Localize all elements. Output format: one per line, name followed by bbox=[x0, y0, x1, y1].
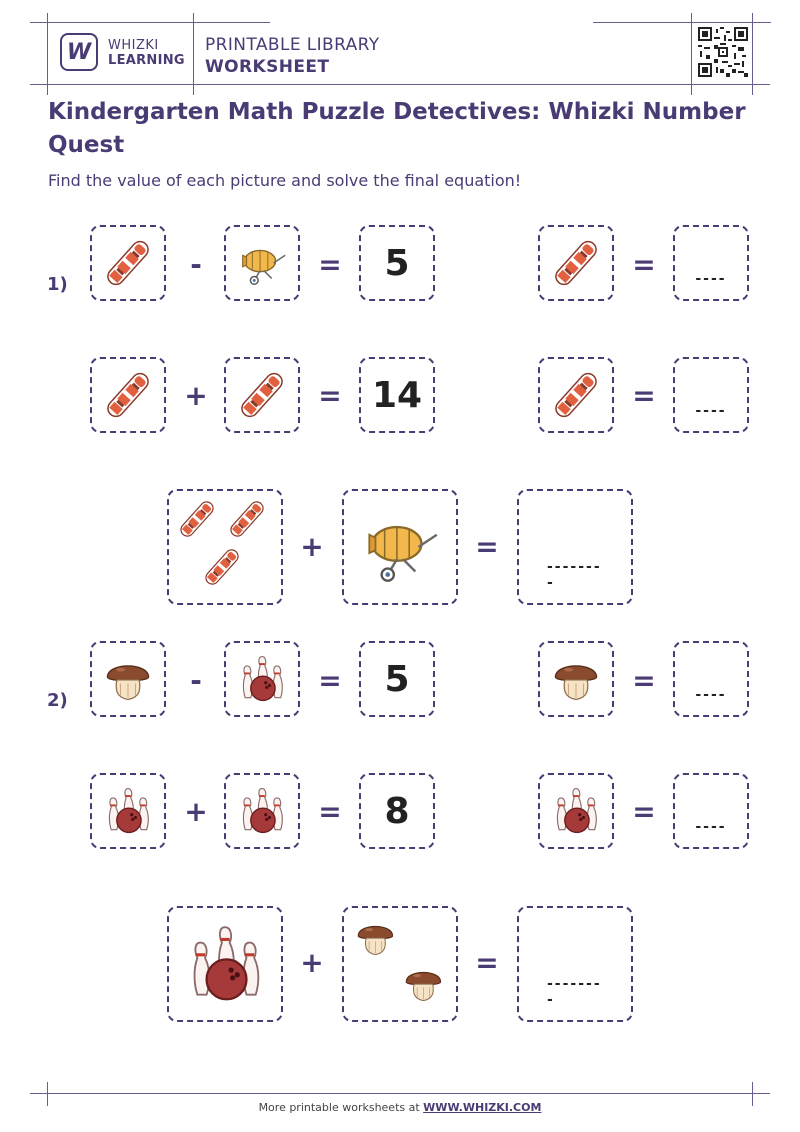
page-subtitle: Find the value of each picture and solve the final equation! bbox=[48, 171, 522, 190]
equals-sign: = bbox=[318, 664, 342, 697]
bowling-box bbox=[224, 773, 300, 849]
snowboard-icon bbox=[98, 233, 158, 293]
bowling-icon bbox=[234, 783, 290, 839]
mushroom-icon bbox=[346, 910, 454, 1018]
header-divider-right bbox=[752, 13, 753, 95]
bowling-box bbox=[90, 773, 166, 849]
footer-line bbox=[30, 1093, 770, 1094]
minus-sign: - bbox=[190, 664, 202, 697]
equals-sign: = bbox=[475, 530, 499, 563]
mushroom-box bbox=[90, 641, 166, 717]
footer-link[interactable]: WWW.WHIZKI.COM bbox=[423, 1101, 542, 1114]
mushroom-icon bbox=[548, 651, 604, 707]
puzzle-1-label: 1) bbox=[47, 274, 68, 295]
header-top-line bbox=[30, 22, 270, 23]
header-top-line-right bbox=[593, 22, 771, 23]
answer-blank: ---- bbox=[695, 271, 727, 287]
puzzle-2-label: 2) bbox=[47, 690, 68, 711]
result-value: 5 bbox=[384, 658, 410, 700]
snowboard-box bbox=[538, 225, 614, 301]
header-bottom-line bbox=[30, 84, 770, 85]
cement-mixer-icon bbox=[233, 234, 291, 292]
answer-box[interactable] bbox=[673, 641, 749, 717]
worksheet-label: WORKSHEET bbox=[205, 57, 330, 77]
snowboard-icon bbox=[546, 365, 606, 425]
result-box bbox=[359, 641, 435, 717]
result-box bbox=[359, 357, 435, 433]
plus-sign: + bbox=[184, 379, 208, 412]
footer bbox=[0, 1101, 800, 1114]
answer-box[interactable] bbox=[673, 773, 749, 849]
brand-name: WHIZKI bbox=[108, 38, 159, 53]
plus-sign: + bbox=[184, 795, 208, 828]
mushroom-icon bbox=[100, 651, 156, 707]
equals-sign: = bbox=[632, 379, 656, 412]
whizki-logo-icon: W bbox=[60, 33, 98, 71]
snowboard-icon bbox=[232, 365, 292, 425]
plus-sign: + bbox=[300, 530, 324, 563]
final-answer-blank: -------- bbox=[547, 559, 602, 591]
page-title: Kindergarten Math Puzzle Detectives: Whizki Number Quest bbox=[48, 99, 746, 158]
bowling-icon bbox=[100, 783, 156, 839]
result-value: 14 bbox=[371, 374, 423, 416]
cement-mixer-box bbox=[342, 489, 458, 605]
header-divider-qr bbox=[691, 13, 692, 95]
snowboard-icon bbox=[171, 493, 279, 601]
snowboard-icon bbox=[98, 365, 158, 425]
result-box bbox=[359, 225, 435, 301]
bowling-box bbox=[224, 641, 300, 717]
snowboard-box bbox=[90, 357, 166, 433]
snowboard-icon bbox=[546, 233, 606, 293]
plus-sign: + bbox=[300, 946, 324, 979]
cement-mixer-box bbox=[224, 225, 300, 301]
footer-text: More printable worksheets at bbox=[258, 1101, 424, 1114]
bowling-box bbox=[538, 773, 614, 849]
equals-sign: = bbox=[632, 248, 656, 281]
answer-blank: ---- bbox=[695, 687, 727, 703]
equals-sign: = bbox=[632, 664, 656, 697]
result-value: 8 bbox=[384, 790, 410, 832]
answer-box[interactable] bbox=[673, 357, 749, 433]
bowling-icon bbox=[179, 918, 271, 1010]
final-answer-blank: -------- bbox=[547, 976, 602, 1008]
equals-sign: = bbox=[318, 379, 342, 412]
snowboard-box bbox=[224, 357, 300, 433]
bowling-icon bbox=[548, 783, 604, 839]
bowling-icon bbox=[234, 651, 290, 707]
two-mushrooms-box bbox=[342, 906, 458, 1022]
result-value: 5 bbox=[384, 242, 410, 284]
equals-sign: = bbox=[318, 795, 342, 828]
snowboard-box bbox=[538, 357, 614, 433]
cement-mixer-icon bbox=[354, 501, 446, 593]
answer-blank: ---- bbox=[695, 403, 727, 419]
equals-sign: = bbox=[475, 946, 499, 979]
qr-code-icon bbox=[698, 27, 748, 77]
equals-sign: = bbox=[318, 248, 342, 281]
equals-sign: = bbox=[632, 795, 656, 828]
answer-blank: ---- bbox=[695, 819, 727, 835]
snowboard-box bbox=[90, 225, 166, 301]
library-label: PRINTABLE LIBRARY bbox=[205, 35, 380, 55]
final-answer-box[interactable] bbox=[517, 489, 633, 605]
result-box bbox=[359, 773, 435, 849]
answer-box[interactable] bbox=[673, 225, 749, 301]
mushroom-box bbox=[538, 641, 614, 717]
final-answer-box[interactable] bbox=[517, 906, 633, 1022]
brand-subname: LEARNING bbox=[108, 53, 185, 68]
minus-sign: - bbox=[190, 248, 202, 281]
bowling-box-large bbox=[167, 906, 283, 1022]
header-divider-left bbox=[47, 13, 48, 95]
header-divider-mid bbox=[193, 13, 194, 95]
three-snowboards-box bbox=[167, 489, 283, 605]
